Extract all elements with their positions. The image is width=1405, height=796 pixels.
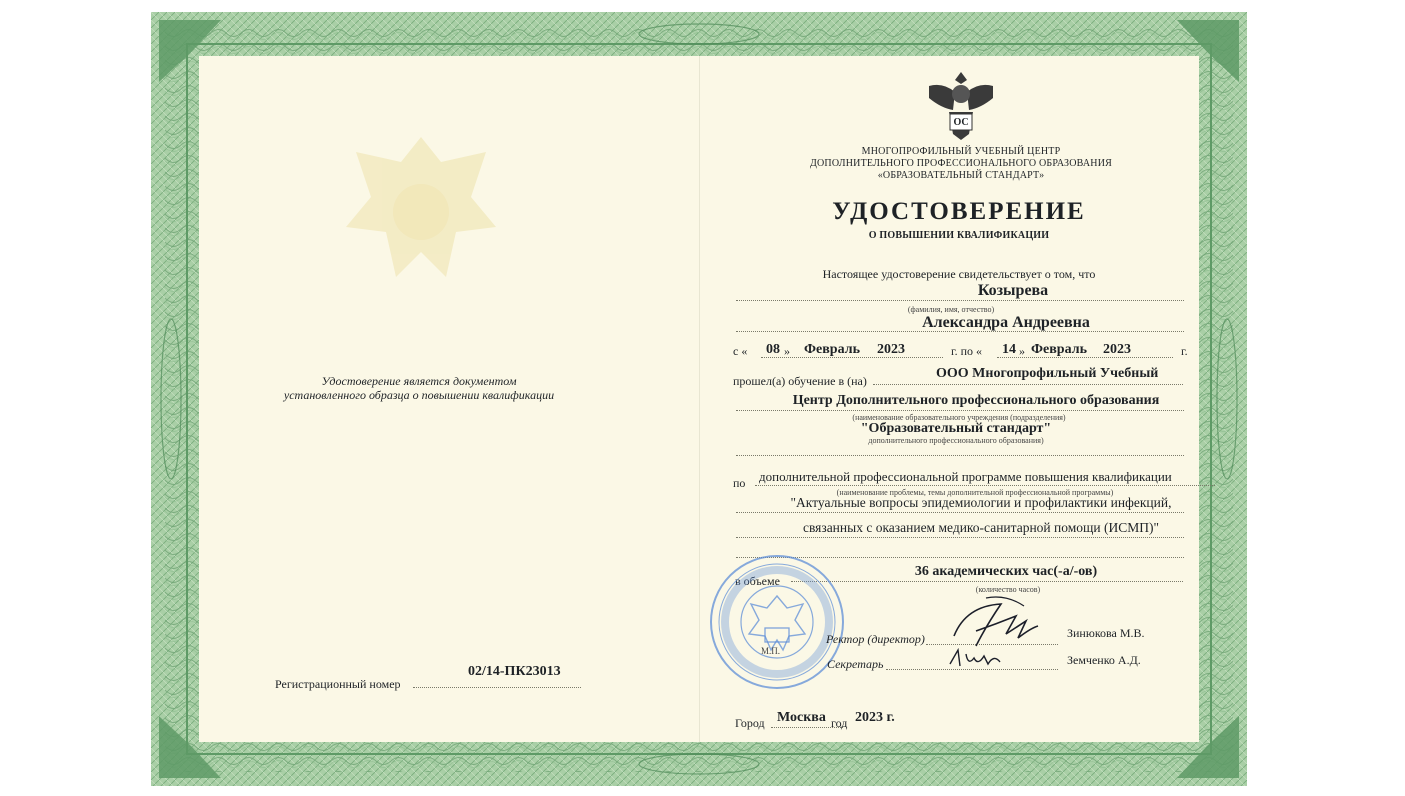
surname-line [736, 300, 1184, 301]
institution-line-1-rule [873, 384, 1183, 385]
program-line-2-rule [736, 537, 1184, 538]
city-value: Москва [777, 710, 826, 725]
date-from-prefix: с « [733, 344, 748, 358]
secretary-sign-line [886, 669, 1058, 670]
recipient-name: Александра Андреевна [922, 314, 1090, 331]
org-name-line-2: ДОПОЛНИТЕЛЬНОГО ПРОФЕССИОНАЛЬНОГО ОБРАЗОВАНИЯ [809, 158, 1113, 169]
date-to-suffix: г. [1181, 344, 1188, 358]
stamp-mp: М.П. [761, 646, 781, 656]
date-to-day: 14 [1002, 342, 1016, 357]
name-line [736, 331, 1184, 332]
rector-label: Ректор (директор) [826, 632, 925, 646]
date-from-year: 2023 [877, 342, 905, 357]
program-caption: (наименование проблемы, темы дополнительной профессиональной программы) [836, 488, 1114, 497]
date-to-year: 2023 [1103, 342, 1131, 357]
program-type: дополнительной профессиональной программе повышения квалификации [759, 469, 1172, 484]
date-to-prefix: г. по « [951, 344, 982, 358]
date-from-line [761, 357, 943, 358]
registration-rule [413, 687, 581, 688]
institution-emblem [923, 68, 999, 144]
intro-text: Настоящее удостоверение свидетельствует о том, что [822, 267, 1096, 281]
institution-caption-2: дополнительного профессионального образования) [868, 436, 1044, 445]
institution-line-3-rule [736, 455, 1184, 456]
institution-line-2: Центр Дополнительного профессионального образования [792, 393, 1160, 408]
date-to-line [997, 357, 1173, 358]
institution-line-3: "Образовательный стандарт" [860, 421, 1052, 436]
volume-caption: (количество часов) [975, 585, 1041, 594]
center-fold [699, 56, 700, 742]
po-label: по [733, 476, 746, 490]
date-from-day: 08 [766, 342, 780, 357]
program-title-line-1: "Актуальные вопросы эпидемиологии и профилактики инфекций, [790, 495, 1172, 510]
volume-rule [791, 581, 1183, 582]
certificate-subtitle: О ПОВЫШЕНИИ КВАЛИФИКАЦИИ [868, 230, 1050, 241]
date-to-close: » [1019, 344, 1025, 358]
emblem-letters: ОС [953, 117, 969, 128]
institution-line-2-rule [736, 410, 1184, 411]
registration-number: 02/14-ПК23013 [468, 664, 561, 679]
program-line-1-rule [736, 512, 1184, 513]
recipient-surname: Козырева [977, 282, 1049, 299]
registration-label: Регистрационный номер [275, 677, 401, 691]
volume-label: в объеме [735, 574, 780, 588]
program-title-line-2: связанных с оказанием медико-санитарной помощи (ИСМП)" [802, 520, 1160, 535]
date-from-month: Февраль [804, 342, 860, 357]
program-type-rule [755, 485, 1215, 486]
date-to-month: Февраль [1031, 342, 1087, 357]
left-note-line-1: Удостоверение является документом [321, 374, 517, 388]
institution-caption-1: (наименование образовательного учреждения (подразделения) [852, 413, 1066, 422]
year-value: 2023 г. [855, 710, 895, 725]
certificate [151, 12, 1247, 786]
institution-line-1: ООО Многопрофильный Учебный [936, 366, 1159, 381]
official-stamp [707, 552, 847, 692]
year-label: год [831, 716, 848, 730]
org-name-line-3: «ОБРАЗОВАТЕЛЬНЫЙ СТАНДАРТ» [877, 170, 1045, 181]
certificate-title: УДОСТОВЕРЕНИЕ [832, 198, 1086, 225]
fio-caption: (фамилия, имя, отчество) [907, 305, 995, 314]
rector-name: Зинюкова М.В. [1067, 626, 1145, 640]
left-note-line-2: установленного образца о повышении квалификации [283, 388, 555, 402]
secretary-label: Секретарь [827, 657, 884, 671]
secretary-name: Земченко А.Д. [1067, 653, 1141, 667]
volume-value: 36 академических час(-а/-ов) [914, 564, 1098, 579]
org-name-line-1: МНОГОПРОФИЛЬНЫЙ УЧЕБНЫЙ ЦЕНТР [861, 146, 1061, 157]
date-from-close: » [784, 344, 790, 358]
city-label: Город [735, 716, 765, 730]
watermark-emblem [326, 117, 516, 307]
trained-label: прошел(а) обучение в (на) [733, 374, 867, 388]
